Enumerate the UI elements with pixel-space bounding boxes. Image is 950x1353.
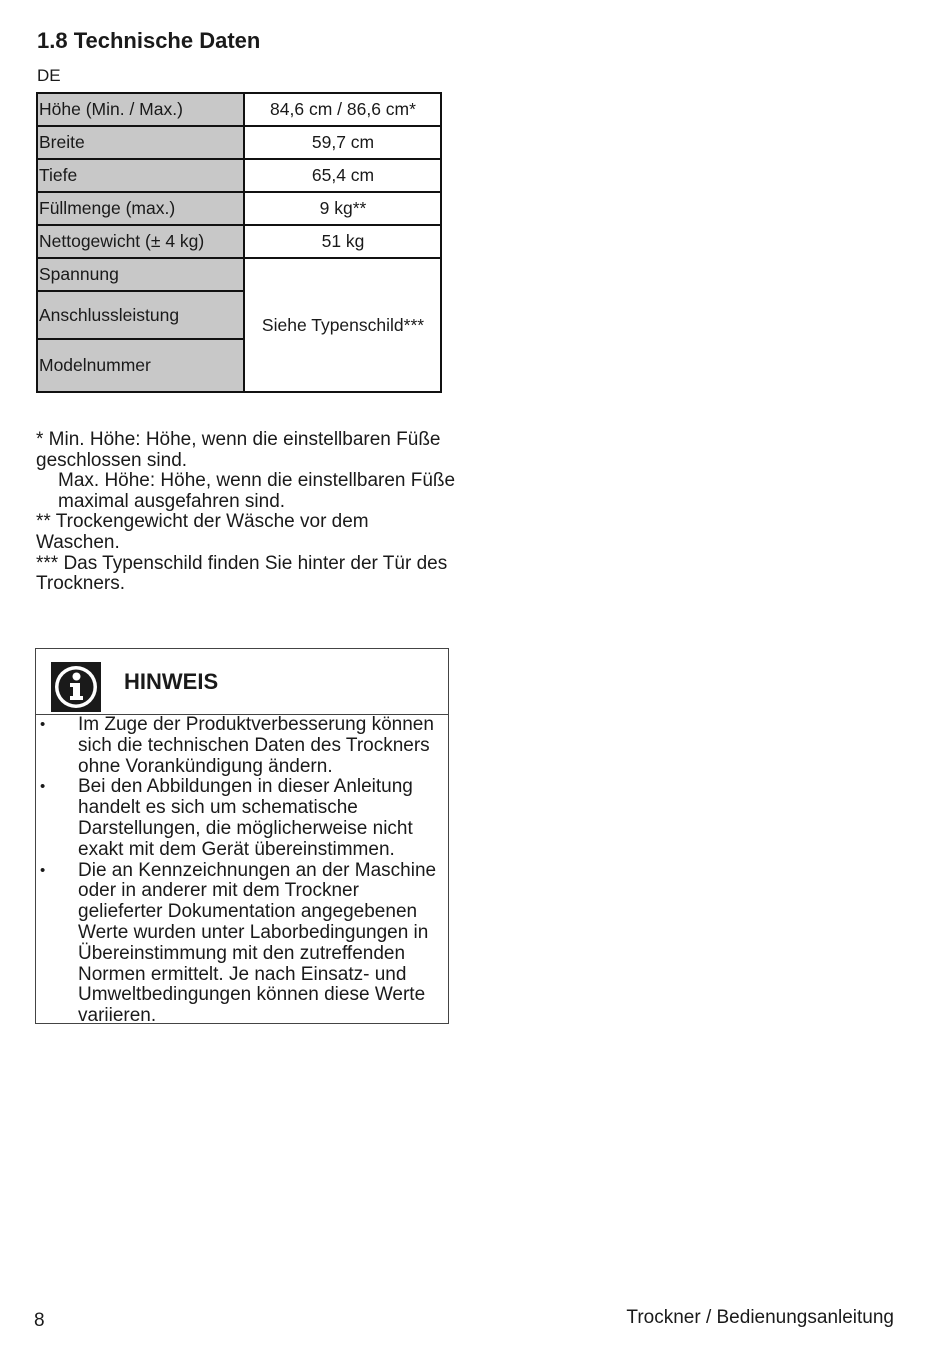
technical-data-table <box>36 92 442 393</box>
spec-value: 9 kg** <box>244 192 441 225</box>
bullet: • <box>40 778 46 796</box>
table-row <box>37 258 441 291</box>
notice-text: Die an Kennzeichnungen an der Maschine oder in anderer mit dem Trockner gelieferter Dokumentation angegebenen Werte wurden unter Laborbedingungen in Übereinstimmung mit den zutreffenden Normen ermittelt. Je nach Einsatz- und Umweltbedingungen können diese Werte variieren. <box>78 859 437 1027</box>
page-number: 8 <box>34 1310 45 1331</box>
spec-label: Nettogewicht (± 4 kg) <box>37 225 244 258</box>
footnotes <box>36 430 456 595</box>
table-row <box>37 93 441 126</box>
notice-title: HINWEIS <box>124 669 219 694</box>
language-code: DE <box>37 66 61 85</box>
spec-value: 59,7 cm <box>244 126 441 159</box>
bullet: • <box>40 716 46 733</box>
spec-label: Modelnummer <box>37 339 244 392</box>
list-item <box>36 715 450 777</box>
table-row <box>37 192 441 225</box>
spec-value: 65,4 cm <box>244 159 441 192</box>
table-row <box>37 126 441 159</box>
footnote: * Min. Höhe: Höhe, wenn die einstellbaren Füße geschlossen sind. <box>36 429 441 471</box>
spec-label: Tiefe <box>37 159 244 192</box>
info-icon <box>51 662 101 712</box>
spec-label: Anschlussleistung <box>37 291 244 339</box>
footnote: *** Das Typenschild finden Sie hinter der Tür des Trockners. <box>36 552 448 595</box>
footnote: Max. Höhe: Höhe, wenn die einstellbaren Füße maximal ausgefahren sind. <box>58 470 456 512</box>
table-row <box>37 159 441 192</box>
spec-value: 84,6 cm / 86,6 cm* <box>244 93 441 126</box>
spec-label: Spannung <box>37 258 244 291</box>
spec-value: 51 kg <box>244 225 441 258</box>
footnote: ** Trockengewicht der Wäsche vor dem Waschen. <box>36 511 369 553</box>
table-row <box>37 225 441 258</box>
spec-label: Breite <box>37 126 244 159</box>
spec-value-merged: Siehe Typenschild*** <box>244 258 441 392</box>
bullet: • <box>40 861 46 879</box>
list-item <box>36 777 450 860</box>
spec-label: Füllmenge (max.) <box>37 192 244 225</box>
notice-text: Bei den Abbildungen in dieser Anleitung handelt es sich um schematische Darstellungen, die möglicherweise nicht exakt mit dem Gerät übereinstimmen. <box>78 776 413 860</box>
spec-label: Höhe (Min. / Max.) <box>37 93 244 126</box>
list-item <box>36 861 450 1027</box>
notice-text: Im Zuge der Produktverbesserung können sich die technischen Daten des Trockners ohne Vorankündigung ändern. <box>78 714 434 777</box>
section-title: 1.8 Technische Daten <box>37 28 261 53</box>
notice-list <box>36 715 450 1027</box>
footer-document-title: Trockner / Bedienungsanleitung <box>626 1307 894 1328</box>
notice-box <box>35 648 449 1027</box>
notice-header <box>36 649 448 715</box>
